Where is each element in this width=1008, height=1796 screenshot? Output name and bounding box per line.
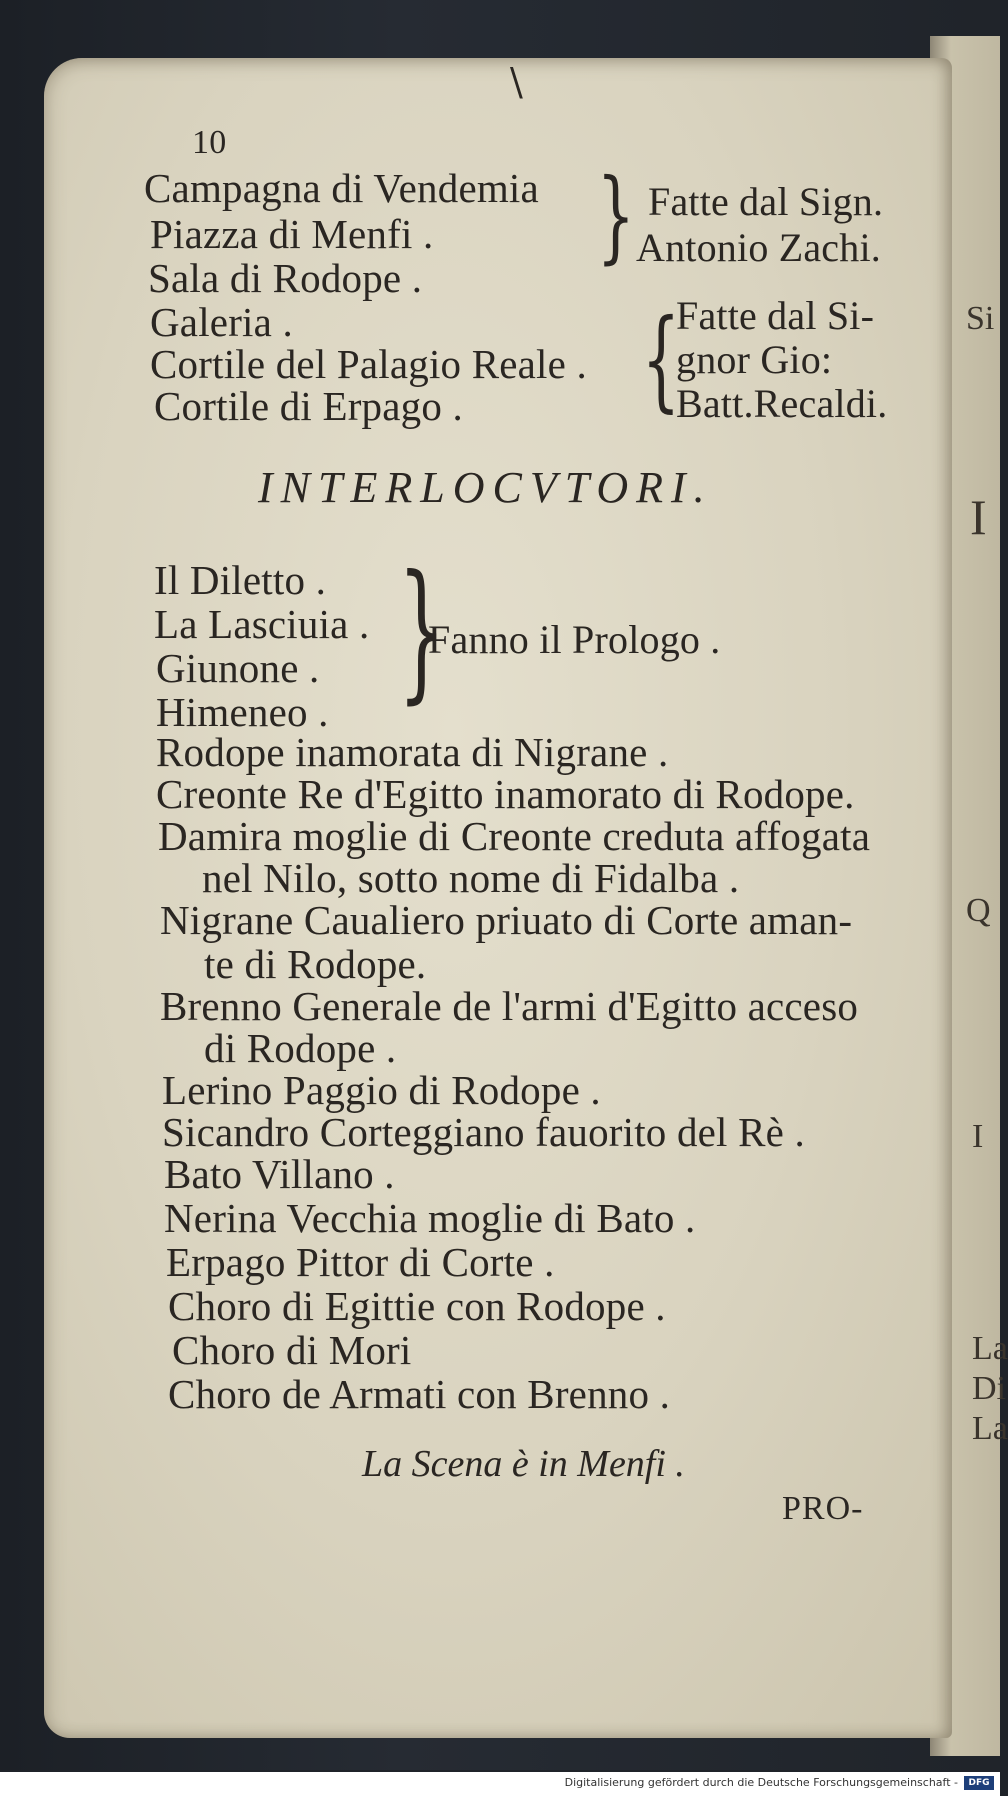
scene-item: Piazza di Menfi . bbox=[150, 211, 434, 257]
character-entry: Nerina Vecchia moglie di Bato . bbox=[164, 1195, 696, 1241]
character-entry-continued: di Rodope . bbox=[204, 1025, 397, 1071]
prologue-character: Giunone . bbox=[156, 645, 320, 691]
character-entry: Damira moglie di Creonte creduta affogata bbox=[158, 813, 871, 859]
scene-credit: Batt.Recaldi. bbox=[676, 381, 888, 426]
character-entry-continued: nel Nilo, sotto nome di Fidalba . bbox=[202, 855, 740, 901]
facing-page-letter: La bbox=[972, 1410, 1008, 1447]
scene-credit: Fatte dal Sign. bbox=[648, 179, 884, 224]
facing-page-letter: Si bbox=[966, 300, 995, 337]
section-heading: INTERLOCVTORI. bbox=[258, 463, 713, 512]
scene-credit: Fatte dal Si- bbox=[676, 293, 875, 338]
footer-credit: Digitalisierung gefördert durch die Deutsche Forschungsgemeinschaft - bbox=[564, 1776, 958, 1789]
character-entry: Sicandro Corteggiano fauorito del Rè . bbox=[162, 1109, 805, 1155]
right-brace: } bbox=[397, 544, 446, 718]
character-entry: Lerino Paggio di Rodope . bbox=[162, 1067, 601, 1113]
character-entry: Brenno Generale de l'armi d'Egitto acceso bbox=[160, 983, 859, 1029]
character-entry: Bato Villano . bbox=[164, 1151, 395, 1197]
scene-item: Campagna di Vendemia bbox=[144, 165, 539, 211]
character-entry: Choro de Armati con Brenno . bbox=[168, 1371, 671, 1417]
character-entry: Creonte Re d'Egitto inamorato di Rodope. bbox=[156, 771, 855, 817]
scene-item: Sala di Rodope . bbox=[148, 255, 423, 301]
facing-page-letter: La bbox=[972, 1330, 1008, 1367]
facing-page-letter: I bbox=[972, 1118, 984, 1155]
scene-credit: gnor Gio: bbox=[676, 337, 833, 382]
dfg-logo: DFG bbox=[964, 1776, 994, 1790]
scene-item: Galeria . bbox=[150, 299, 293, 345]
character-entry-continued: te di Rodope. bbox=[204, 941, 427, 987]
catchword: PRO- bbox=[782, 1490, 864, 1527]
facing-page-letter: Q bbox=[966, 892, 991, 929]
facing-page-letter: I bbox=[970, 489, 987, 545]
character-entry: Choro di Egittie con Rodope . bbox=[168, 1283, 666, 1329]
right-brace: } bbox=[596, 157, 635, 274]
page-number: 10 bbox=[192, 124, 227, 161]
ink-mark: \ bbox=[510, 60, 523, 104]
scene-item: Cortile del Palagio Reale . bbox=[150, 341, 587, 387]
prologue-note: Fanno il Prologo . bbox=[428, 617, 721, 662]
scene-setting: La Scena è in Menfi . bbox=[362, 1443, 685, 1485]
character-entry: Choro di Mori bbox=[172, 1327, 412, 1373]
facing-page-letter: Di bbox=[972, 1370, 1006, 1407]
prologue-character: Il Diletto . bbox=[154, 557, 327, 603]
character-entry: Nigrane Caualiero priuato di Corte aman- bbox=[160, 897, 853, 943]
prologue-character: La Lasciuia . bbox=[154, 601, 370, 647]
prologue-character: Himeneo . bbox=[156, 689, 329, 735]
character-entry: Erpago Pittor di Corte . bbox=[166, 1239, 555, 1285]
character-entry: Rodope inamorata di Nigrane . bbox=[156, 729, 669, 775]
scene-credit: Antonio Zachi. bbox=[636, 225, 881, 270]
left-brace: { bbox=[641, 295, 681, 423]
scene-item: Cortile di Erpago . bbox=[154, 383, 463, 429]
